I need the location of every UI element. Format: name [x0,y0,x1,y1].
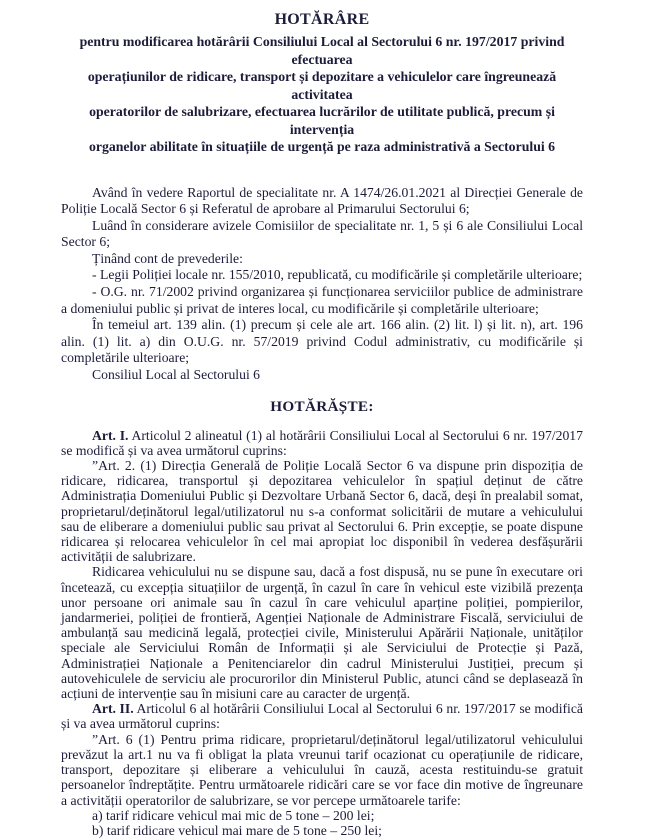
article-1-body-paragraph: Ridicarea vehiculului nu se dispune sau, dacă a fost dispusă, nu se pune în executare ori încetează, cu excepția situațiilor de urgență, în cazul în care în vehicul este vizibilă prezența unor persoane ori animale sau în cazul în care vehiculul aparține poliției, pompierilor, jandarmeriei, poliției de frontieră, Agenției Naționale de Administrare Fiscală, serviciului de ambulanță sau medicină legală, protecției civile, Ministerului Apărării Naționale, unităților speciale ale Serviciului Român de Informații și ale Serviciului de Protecție și Pază, Administrației Naționale a Penitenciarelor din cadrul Ministerului Justiției, precum și autovehiculele de serviciu ale procurorilor din Ministerul Public, atunci când se deplasează în acțiuni de intervenție sau în misiuni care au caracter de urgență. [61,564,583,702]
document-subtitle [61,33,583,156]
article-1-intro-paragraph [61,428,583,458]
document-title: HOTĂRÂRE [274,11,370,28]
decision-heading: HOTĂRĂȘTE: [270,397,374,415]
subtitle-line: organelor abilitate în situațiile de urgență pe raza administrativă a Sectorului 6 [88,139,556,154]
preamble-paragraph: În temeiul art. 139 alin. (1) precum și cele ale art. 166 alin. (2) lit. l) și lit. n), art. 196 alin. (1) lit. a) din O.U.G. nr. 57/2019 privind Codul administrativ, cu modificările și completările ulterioare; [61,317,583,366]
article-1-label: Art. I. [92,427,129,443]
preamble-list-item: - O.G. nr. 71/2002 privind organizarea și funcționarea serviciilor publice de administrare a domeniului public și privat de interes local, cu modificările și completările ulterioare; [61,284,583,316]
subtitle-line: pentru modificarea hotărârii Consiliului Local al Sectorului 6 nr. 197/2017 privind efectuarea [79,34,565,67]
article-1-body-paragraph: ”Art. 2. (1) Direcția Generală de Poliție Locală Sector 6 va dispune prin dispoziția de ridicare, ridicarea, transportul și depozitarea vehiculelor în spațiul deținut de către Administrația Domeniului Public și Dezvoltare Urbană Sector 6, dacă, deși în prealabil somat, proprietarul/deținătorul legal/utilizatorul nu s-a conformat solicitării de mutare a vehiculului sau de eliberare a domeniului public sau privat al Sectorului 6. Prin excepție, se poate dispune ridicarea și relocarea vehiculelor în cel mai apropiat loc disponibil în vederea desfășurării activității de salubrizare. [61,458,583,565]
tariff-item-b: b) tarif ridicare vehicul mai mare de 5 tone – 250 lei; [92,822,382,838]
preamble-list-item: - Legii Poliției locale nr. 155/2010, republicată, cu modificările și completările ulterioare; [92,267,583,283]
article-2-intro-text: Articolul 6 al hotărârii Consiliului Local al Sectorului 6 nr. 197/2017 se modifică și va avea următorul cuprins: [61,701,584,732]
article-2-intro-paragraph [61,701,583,731]
preamble-section [61,185,583,384]
article-1-intro-text: Articolul 2 alineatul (1) al hotărârii Consiliului Local al Sectorului 6 nr. 197/2017 se modifică și va avea următorul cuprins: [61,427,583,458]
articles-section [61,428,583,838]
preamble-paragraph: Luând în considerare avizele Comisiilor de specialitate nr. 1, 5 și 6 ale Consiliului Local Sector 6; [61,217,583,250]
preamble-paragraph: Având în vedere Raportul de specialitate nr. A 1474/26.01.2021 al Direcției Generale de Poliție Locală Sector 6 și Referatul de aprobare al Primarului Sectorului 6; [61,184,583,217]
subtitle-line: operațiunilor de ridicare, transport și depozitare a vehiculelor care îngreunează activitatea [87,69,557,102]
subtitle-line: operatorilor de salubrizare, efectuarea lucrărilor de utilitate publică, precum și intervenția [89,104,555,137]
tariff-item-a: a) tarif ridicare vehicul mai mic de 5 tone – 200 lei; [92,807,375,823]
article-2-body-paragraph: ”Art. 6 (1) Pentru prima ridicare, proprietarul/deținătorul legal/utilizatorul vehiculului prevăzut la art.1 nu va fi obligat la plata vreunui tarif ocazionat cu operațiunile de ridicare, transport, depozitare și eliberare a vehiculului în cauză, acesta restituindu-se gratuit persoanelor îndreptățite. Pentru următoarele ridicări care se vor face din motive de îngreunare a activității operatorilor de salubrizare, se vor percepe următoarele tarife: [61,731,583,808]
article-2-label: Art. II. [92,701,134,717]
preamble-paragraph: Ținând cont de prevederile: [92,250,243,266]
preamble-paragraph: Consiliul Local al Sectorului 6 [92,367,261,383]
